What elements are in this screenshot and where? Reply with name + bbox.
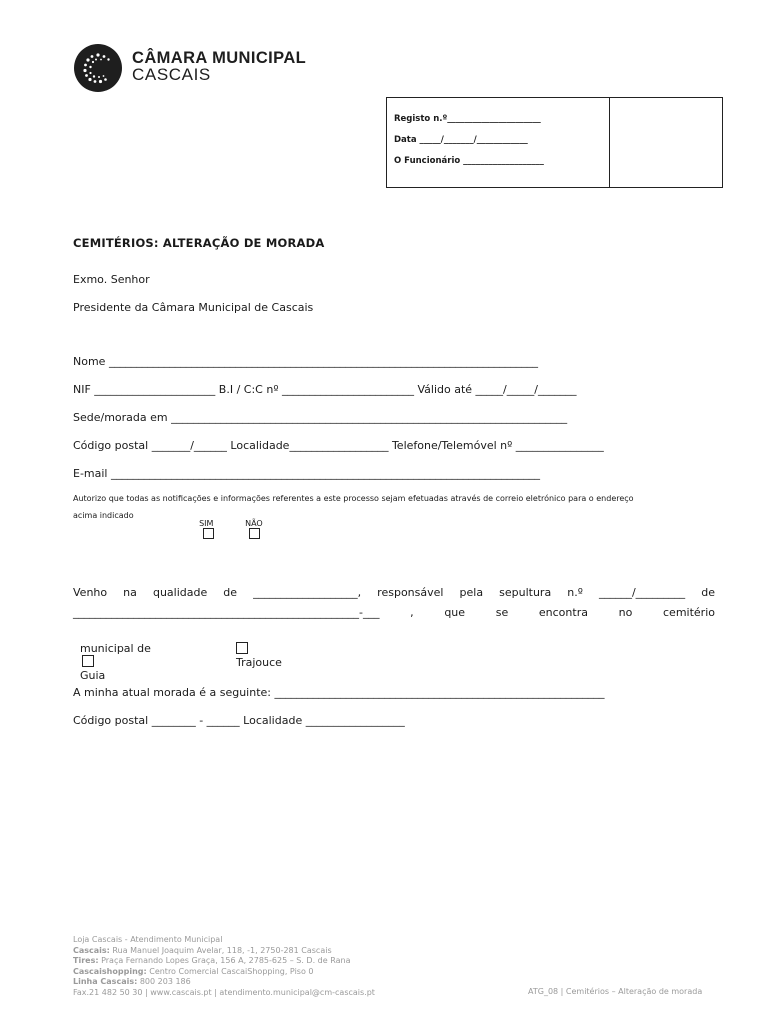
consent-no-label: NÃO [245,519,263,528]
registry-number-field[interactable]: Registo n.º______________________ [394,114,541,124]
new-postal-field[interactable]: Código postal ________ - ______ Localidade __________________ [73,714,405,727]
footer-tires-address: Praça Fernando Lopes Graça, 156 A, 2785-625 – S. D. de Rana [98,956,351,965]
statement-line-1[interactable]: Venho na qualidade de ___________________, responsável pela sepultura n.º ______/_________ de [73,586,715,599]
footer-cascais-label: Cascais: [73,945,110,955]
nif-id-field[interactable]: NIF ______________________ B.I / C:C nº ________________________ Válido até _____/_____/_______ [73,383,577,396]
registry-box [386,97,723,188]
logo-mark [74,44,122,92]
footer-line-1: Loja Cascais - Atendimento Municipal [73,935,223,944]
footer-shopping-label: Cascaishopping: [73,966,147,976]
document-reference: ATG_08 | Cemitérios – Alteração de morada [528,987,703,996]
addressee: Presidente da Câmara Municipal de Cascais [73,301,314,314]
statement-line-2[interactable]: ____________________________________________________-___ , que se encontra no cemitério [73,606,715,619]
footer-tires-label: Tires: [73,956,99,965]
logo-title: CÂMARA MUNICIPAL [132,49,307,67]
consent-yes-label: SIM [199,519,214,528]
footer-phone: 800 203 186 [137,977,191,986]
registry-employee-field[interactable]: O Funcionário ___________________ [394,156,544,166]
page-title: CEMITÉRIOS: ALTERAÇÃO DE MORADA [73,236,325,250]
footer-shopping-address: Centro Comercial CascaiShopping, Piso 0 [146,966,314,976]
postal-phone-field[interactable]: Código postal _______/______ Localidade__________________ Telefone/Telemóvel nº ________________ [73,439,604,452]
cemetery-trajouce-option[interactable] [229,629,282,669]
statement-line-3 [73,629,151,682]
consent-yes-option[interactable] [194,510,214,540]
cemetery-guia-label: Guia [80,669,106,682]
consent-yes-checkbox[interactable] [203,528,214,539]
salutation: Exmo. Senhor [73,273,150,286]
registry-date-field[interactable]: Data _____/_______/____________ [394,135,528,145]
cemetery-guia-checkbox[interactable] [82,655,94,667]
consent-no-option[interactable] [240,510,263,540]
footer-contacts [73,935,375,998]
cemetery-trajouce-label: Trajouce [236,656,282,669]
new-address-field[interactable]: A minha atual morada é a seguinte: ____________________________________________________________ [73,686,605,699]
email-field[interactable]: E-mail ______________________________________________________________________________ [73,467,540,480]
consent-text: Autorizo que todas as notificações e informações referentes a este processo sejam efetuadas através de correio eletrónico para o endereço [73,494,634,503]
footer-cascais-address: Rua Manuel Joaquim Avelar, 118, -1, 2750-281 Cascais [109,945,332,955]
footer-fax-web: Fax.21 482 50 30 | www.cascais.pt | atendimento.municipal@cm-cascais.pt [73,987,375,997]
cemetery-label: municipal de [80,642,151,655]
cemetery-trajouce-checkbox[interactable] [236,642,248,654]
footer-phone-label: Linha Cascais: [73,977,138,986]
consent-no-checkbox[interactable] [249,528,260,539]
logo-c-icon [74,44,122,92]
logo-subtitle: CASCAIS [132,65,211,84]
address-field[interactable]: Sede/morada em ________________________________________________________________________ [73,411,568,424]
name-field[interactable]: Nome ______________________________________________________________________________ [73,355,538,368]
registry-divider [609,98,610,187]
consent-text-cont: acima indicado [73,511,134,520]
